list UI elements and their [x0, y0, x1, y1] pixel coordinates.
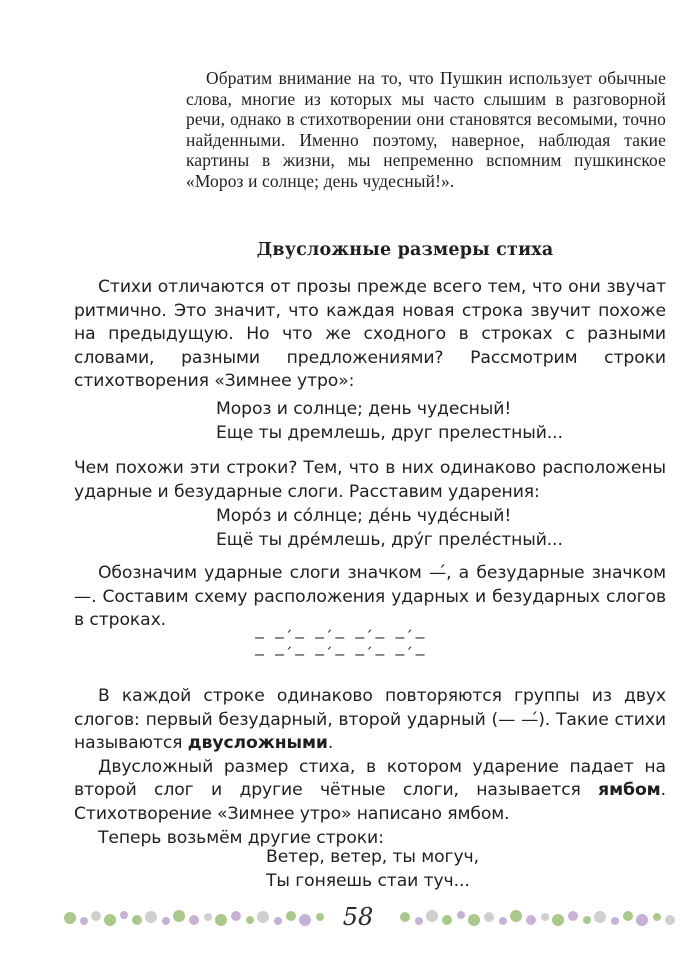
paragraph-6: Теперь возьмём другие строки: [98, 827, 384, 848]
paragraph-2-block [74, 457, 666, 504]
poem-excerpt-2 [216, 505, 563, 552]
paragraph-1: Стихи отличаются от прозы прежде всего тем, что они звучат ритмично. Это значит, что каждая новая строка звучит похоже на предыдущую. Но что же сходного в строках с разными словами, разными предложениями? Рассмотрим строки стихотворения «Зимнее утро»: [74, 277, 666, 392]
schema-row-2: — —́ — —́ — —́ — —́ — [255, 645, 426, 663]
section-heading: Двусложные размеры стиха [256, 240, 554, 260]
poem-3-line-2: Ты гоняешь стаи туч... [266, 870, 470, 891]
paragraph-2: Чем похожи эти строки? Тем, что в них одинаково расположены ударные и безударные слоги. Расставим ударения: [74, 458, 666, 502]
paragraph-3-part-1: Обозначим ударные слоги значком [98, 563, 422, 583]
paragraph-3 [74, 562, 666, 633]
schema-row-1: — —́ — —́ — —́ — —́ — [255, 628, 426, 646]
paragraph-4-part-2: . [327, 733, 334, 754]
intro-paragraph: Обратим внимание на то, что Пушкин использует обычные слова, многие из которых мы часто слышим в разговорной речи, однако в стихотворении они становятся весомыми, точно найденными. Именно поэтому, наверное, наблюдая такие картины в жизни, мы непременно вспомним пушкинское «Мороз и солнце; день чудесный!». [186, 68, 666, 191]
poem-3-line-1: Ветер, ветер, ты могуч, [266, 847, 479, 867]
poem-2-line-1: Моро́з и со́лнце; де́нь чуде́сный! [216, 506, 512, 526]
term-iamb: ямбом [598, 780, 661, 801]
paragraph-3-block [74, 562, 666, 633]
poem-excerpt-1 [216, 398, 563, 445]
paragraph-1-block [74, 276, 666, 394]
poem-1-line-2: Еще ты дремлешь, друг прелестный... [216, 422, 563, 443]
poem-excerpt-3 [266, 846, 479, 893]
poem-2-line-2: Ещё ты дре́млешь, дру́г преле́стный... [216, 529, 563, 550]
paragraph-3-part-2: , а безударные значком —. Составим схему расположения ударных и безударных слогов в строках. [74, 563, 666, 631]
stressed-syllable-mark: —́ [428, 563, 447, 583]
term-disyllabic: двусложными [187, 733, 328, 754]
stress-schema [255, 629, 426, 663]
paragraph-5-part-2: . Стихотворение «Зимнее утро» написано ямбом. [74, 780, 666, 824]
intro-note [186, 68, 666, 192]
poem-1-line-1: Мороз и солнце; день чудесный! [216, 399, 512, 419]
paragraph-4 [74, 685, 666, 756]
paragraph-4-part-1: В каждой строке одинаково повторяются группы из двух слогов: первый безударный, второй ударный (— —́). Такие стихи называются [74, 686, 666, 754]
paragraph-5 [74, 756, 666, 827]
paragraph-4-block [74, 685, 666, 850]
paragraph-5-part-1: Двусложный размер стиха, в котором ударение падает на второй слог и другие чётные слоги, называется [74, 756, 666, 801]
page-number: 58 [342, 903, 374, 931]
